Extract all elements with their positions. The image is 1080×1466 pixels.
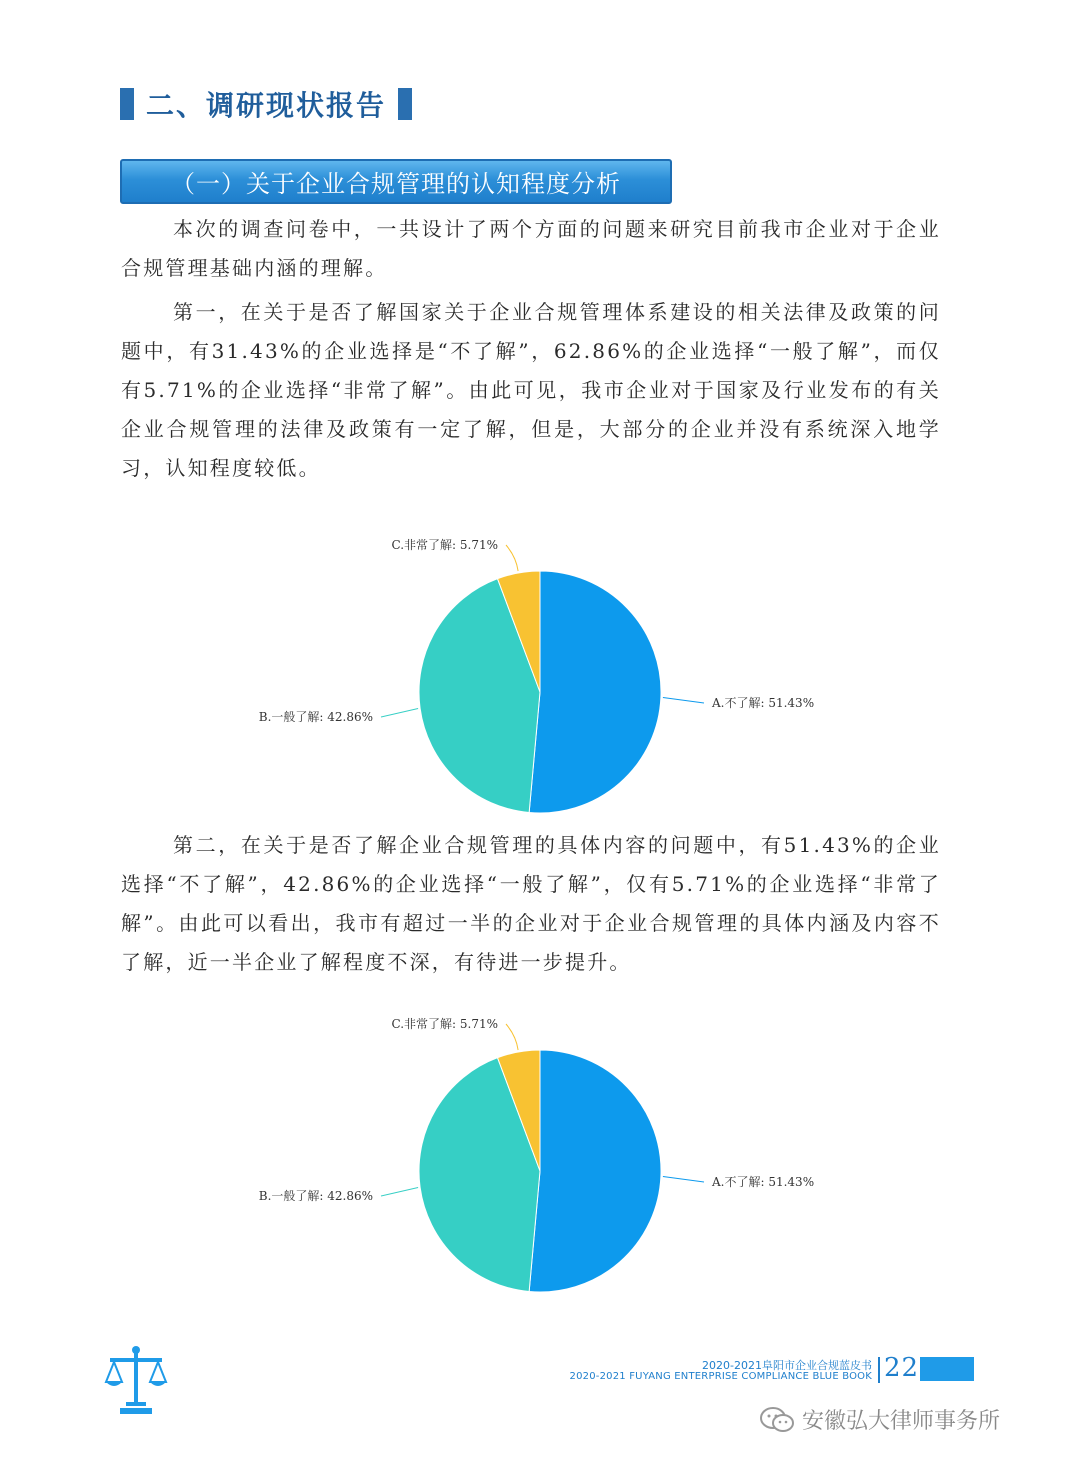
subsection-title: （一）关于企业合规管理的认知程度分析 [171, 170, 621, 198]
section-marker-left [120, 88, 134, 120]
pie-svg [230, 1006, 850, 1306]
pie-slice-label: C.非常了解: 5.71% [391, 538, 498, 552]
page-number: 22 [884, 1353, 920, 1383]
watermark [760, 1404, 1000, 1435]
pie-chart-1 [230, 527, 850, 827]
pie-slice-label: A.不了解: 51.43% [712, 696, 815, 710]
paragraph-first: 第一，在关于是否了解国家关于企业合规管理体系建设的相关法律及政策的问题中，有31.43%的企业选择是“不了解”，62.86%的企业选择“一般了解”，而仅有5.71%的企业选择“非常了解”。由此可见，我市企业对于国家及行业发布的有关企业合规管理的法律及政策有一定了解，但是，大部分的企业并没有系统深入地学习，认知程度较低。 [121, 300, 941, 480]
pie-slice-label: B.一般了解: 42.86% [258, 1189, 373, 1203]
footer-title-cn: 2020-2021阜阳市企业合规蓝皮书 [702, 1359, 872, 1372]
footer-title-en: 2020-2021 FUYANG ENTERPRISE COMPLIANCE BLUE BOOK [569, 1371, 872, 1382]
paragraph-second: 第二，在关于是否了解企业合规管理的具体内容的问题中，有51.43%的企业选择“不了解”，42.86%的企业选择“一般了解”，仅有5.71%的企业选择“非常了解”。由此可以看出，我市有超过一半的企业对于企业合规管理的具体内涵及内容不了解，近一半企业了解程度不深，有待进一步提升。 [121, 833, 941, 974]
pie-slice-label: A.不了解: 51.43% [712, 1175, 815, 1189]
wechat-icon [760, 1406, 794, 1434]
pie-slice-label: B.一般了解: 42.86% [258, 710, 373, 724]
paragraph-intro: 本次的调查问卷中，一共设计了两个方面的问题来研究目前我市企业对于企业合规管理基础内涵的理解。 [121, 217, 941, 280]
pie-leader-line [381, 1188, 418, 1197]
pie-leader-line [506, 1024, 518, 1050]
section-header [120, 84, 412, 124]
pie-slice [529, 571, 661, 813]
pie-leader-line [663, 1177, 704, 1183]
pie-svg [230, 527, 850, 827]
pie-slice [529, 1050, 661, 1292]
pie-leader-line [506, 545, 518, 571]
page-color-block [920, 1357, 974, 1381]
subsection-banner [120, 159, 672, 204]
pie-chart-2 [230, 1006, 850, 1306]
footer-divider [878, 1357, 880, 1383]
pie-leader-line [381, 709, 418, 718]
pie-slice-label: C.非常了解: 5.71% [391, 1017, 498, 1031]
section-marker-right [398, 88, 412, 120]
pie-leader-line [663, 698, 704, 704]
scales-of-justice-icon [104, 1344, 168, 1416]
watermark-text: 安徽弘大律师事务所 [802, 1409, 1001, 1434]
section-title: 二、调研现状报告 [146, 89, 387, 122]
